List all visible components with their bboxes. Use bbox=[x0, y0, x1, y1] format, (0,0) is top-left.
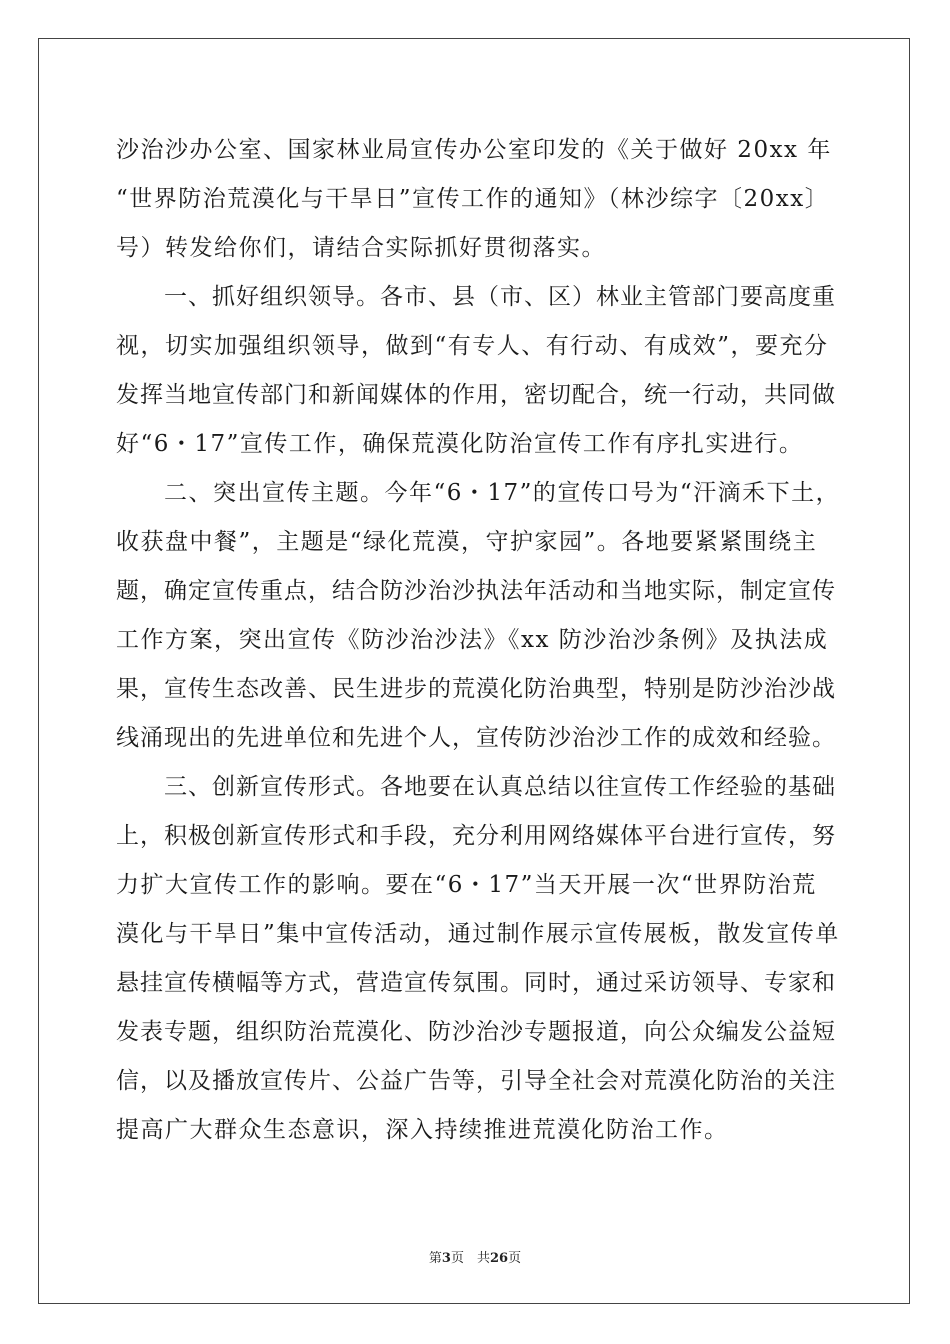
text-line: 工作方案，突出宣传《防沙治沙法》《xx 防沙治沙条例》及执法成 bbox=[116, 627, 829, 653]
total-page-number: 26 bbox=[489, 1251, 509, 1266]
page-number-footer bbox=[0, 1247, 950, 1266]
text-line: 好“6・17”宣传工作，确保荒漠化防治宣传工作有序扎实进行。 bbox=[116, 431, 804, 457]
paragraph-start-line: 三、创新宣传形式。各地要在认真总结以往宣传工作经验的基础 bbox=[164, 774, 836, 800]
page-mid: 页 共 bbox=[450, 1251, 490, 1266]
text-line: 上，积极创新宣传形式和手段，充分利用网络媒体平台进行宣传，努 bbox=[116, 823, 836, 849]
paragraph-start-line: 一、抓好组织领导。各市、县（市、区）林业主管部门要高度重 bbox=[164, 284, 836, 310]
text-line: 题，确定宣传重点，结合防沙治沙执法年活动和当地实际，制定宣传 bbox=[116, 578, 836, 604]
text-line: 力扩大宣传工作的影响。要在“6・17”当天开展一次“世界防治荒 bbox=[116, 872, 817, 898]
paragraph-start-line: 二、突出宣传主题。今年“6・17”的宣传口号为“汗滴禾下土， bbox=[164, 480, 841, 506]
text-line: 发表专题，组织防治荒漠化、防沙治沙专题报道，向公众编发公益短 bbox=[116, 1019, 836, 1045]
text-line: 果，宣传生态改善、民生进步的荒漠化防治典型，特别是防沙治沙战 bbox=[116, 676, 836, 702]
text-line: 号）转发给你们，请结合实际抓好贯彻落实。 bbox=[116, 235, 606, 261]
text-line: 漠化与干旱日”集中宣传活动，通过制作展示宣传展板，散发宣传单 bbox=[116, 921, 840, 947]
text-line: 提高广大群众生态意识，深入持续推进荒漠化防治工作。 bbox=[116, 1117, 729, 1143]
text-line: 沙治沙办公室、国家林业局宣传办公室印发的《关于做好 20xx 年 bbox=[116, 137, 832, 163]
text-line: 视，切实加强组织领导，做到“有专人、有行动、有成效”，要充分 bbox=[116, 333, 829, 359]
text-line: “世界防治荒漠化与干旱日”宣传工作的通知》（林沙综字〔20xx〕 bbox=[116, 186, 830, 212]
text-line: 线涌现出的先进单位和先进个人，宣传防沙治沙工作的成效和经验。 bbox=[116, 725, 836, 751]
text-line: 信，以及播放宣传片、公益广告等，引导全社会对荒漠化防治的关注 bbox=[116, 1068, 836, 1094]
page-suffix: 页 bbox=[508, 1251, 522, 1266]
current-page-number: 3 bbox=[441, 1251, 451, 1266]
page-prefix: 第 bbox=[428, 1251, 442, 1266]
text-line: 收获盘中餐”，主题是“绿化荒漠，守护家园”。各地要紧紧围绕主 bbox=[116, 529, 818, 555]
text-line: 悬挂宣传横幅等方式，营造宣传氛围。同时，通过采访领导、专家和 bbox=[116, 970, 836, 996]
document-body bbox=[116, 126, 842, 1155]
text-line: 发挥当地宣传部门和新闻媒体的作用，密切配合，统一行动，共同做 bbox=[116, 382, 836, 408]
